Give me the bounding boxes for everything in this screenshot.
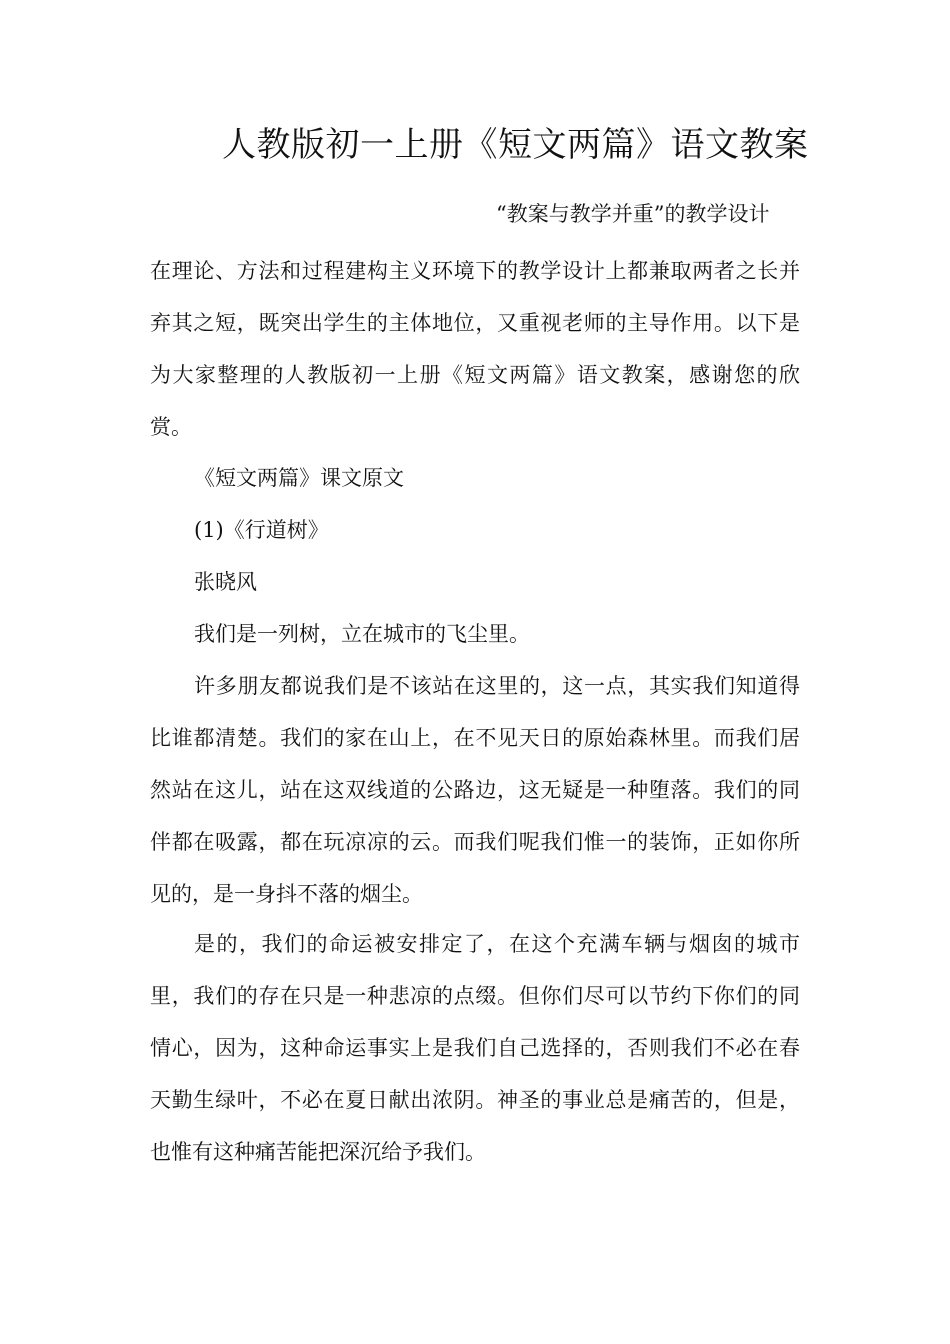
document-subtitle: “教案与教学并重”的教学设计 [496, 202, 770, 226]
section-heading: 《短文两篇》课文原文 [194, 466, 404, 490]
text-number-heading: (1)《行道树》 [194, 518, 329, 542]
intro-paragraph: 在理论、方法和过程建构主义环境下的教学设计上都兼取两者之长并弃其之短，既突出学生的主体地位，又重视老师的主导作用。以下是为大家整理的人教版初一上册《短文两篇》语文教案，感谢您的欣赏。 [150, 259, 800, 439]
author-name: 张晓风 [194, 570, 257, 594]
body-paragraph-2: 许多朋友都说我们是不该站在这里的，这一点，其实我们知道得比谁都清楚。我们的家在山上，在不见天日的原始森林里。而我们居然站在这儿，站在这双线道的公路边，这无疑是一种堕落。我们的同伴都在吸露，都在玩凉凉的云。而我们呢我们惟一的装饰，正如你所见的，是一身抖不落的烟尘。 [150, 674, 800, 906]
body-paragraph-3: 是的，我们的命运被安排定了，在这个充满车辆与烟囱的城市里，我们的存在只是一种悲凉的点缀。但你们尽可以节约下你们的同情心，因为，这种命运事实上是我们自己选择的，否则我们不必在春天勤生绿叶，不必在夏日献出浓阴。神圣的事业总是痛苦的，但是，也惟有这种痛苦能把深沉给予我们。 [150, 932, 800, 1164]
body-paragraph-1: 我们是一列树，立在城市的飞尘里。 [194, 622, 530, 646]
document-title: 人教版初一上册《短文两篇》语文教案 [222, 125, 809, 165]
